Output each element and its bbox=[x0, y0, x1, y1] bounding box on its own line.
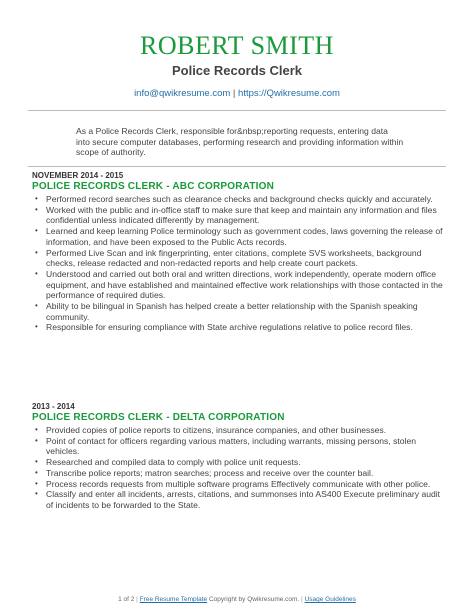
contact-line bbox=[0, 88, 474, 100]
bullet-icon: • bbox=[35, 226, 38, 236]
job-bullet: • Responsible for ensuring compliance with State archive regulations relative to police record files. bbox=[35, 322, 413, 333]
job-bullet: • Performed Live Scan and ink fingerprinting, enter citations, complete SVS worksheets, background checks, release redacted and non-redacted reports and help create court packets. bbox=[35, 247, 422, 269]
job-bullet: • Performed record searches such as clearance checks and background checks quickly and accurately. bbox=[35, 194, 433, 204]
job-bullet: • Understood and carried out both oral and written directions, work independently, operate modern office equipment, and have established and maintained effective work relationships with those contacted in the performance of required duties. bbox=[35, 268, 443, 301]
job-bullet: • Transcribe police reports; matron searches; process and receive over the counter bail. bbox=[35, 467, 374, 478]
job-bullet: • Point of contact for officers regarding various matters, including warrants, missing persons, stolen vehicles. bbox=[35, 435, 417, 457]
job-bullet-list bbox=[32, 194, 446, 333]
footer-separator: | bbox=[299, 596, 305, 603]
job-bullet: • Worked with the public and in-office staff to make sure that keep and maintain any information and files confidential unless indicated differently by management. bbox=[35, 204, 437, 226]
candidate-job-title: Police Records Clerk bbox=[171, 63, 303, 78]
free-resume-template-link[interactable]: Free Resume Template bbox=[139, 596, 208, 603]
job-dates: NOVEMBER 2014 - 2015 bbox=[32, 171, 124, 180]
bullet-icon: • bbox=[35, 425, 38, 434]
usage-guidelines-link[interactable]: Usage Guidelines bbox=[304, 596, 356, 603]
bullet-icon: • bbox=[35, 457, 38, 467]
bullet-icon: • bbox=[35, 247, 38, 257]
bullet-icon: • bbox=[35, 435, 38, 445]
contact-separator: | bbox=[230, 88, 239, 99]
summary-text: As a Police Records Clerk, responsible for&nbsp;reporting requests, entering data into secure computer databases, performing research and providing information within scope of authority. bbox=[76, 126, 404, 157]
job-bullet: • Learned and keep learning Police terminology such as government codes, laws governing the release of information, and have been exposed to the Public Acts records. bbox=[35, 226, 443, 247]
job-title: POLICE RECORDS CLERK - ABC CORPORATION bbox=[32, 181, 275, 192]
job-bullet: • Researched and compiled data to comply with police unit requests. bbox=[35, 457, 301, 468]
summary-divider bbox=[28, 166, 446, 167]
job-entry-1 bbox=[32, 171, 446, 333]
page-number: 1 of 2 bbox=[118, 596, 135, 603]
job-title: POLICE RECORDS CLERK - DELTA CORPORATION bbox=[32, 412, 285, 423]
job-bullet: • Classify and enter all incidents, arrests, citations, and summonses into AS400 Execute preliminary audit of incidents to be forwarded to the State. bbox=[35, 489, 441, 510]
header-divider bbox=[28, 110, 446, 111]
website-link[interactable]: https://Qwikresume.com bbox=[238, 88, 340, 99]
email-link[interactable]: info@qwikresume.com bbox=[134, 88, 231, 99]
bullet-icon: • bbox=[35, 478, 38, 488]
bullet-icon: • bbox=[35, 301, 38, 311]
footer-separator: | bbox=[134, 596, 140, 603]
job-bullet: • Provided copies of police reports to citizens, insurance companies, and other businesses. bbox=[35, 425, 387, 435]
bullet-icon: • bbox=[35, 194, 38, 203]
job-dates: 2013 - 2014 bbox=[32, 402, 75, 411]
job-bullet: • Ability to be bilingual in Spanish has helped create a better relationship with the Spanish speaking community. bbox=[35, 301, 418, 322]
job-entry-2 bbox=[32, 402, 446, 511]
job-bullet: • Process records requests from multiple software programs Effectively communicate with other police. bbox=[35, 478, 431, 489]
bullet-icon: • bbox=[35, 467, 38, 477]
bullet-icon: • bbox=[35, 322, 38, 332]
bullet-icon: • bbox=[35, 268, 38, 278]
copyright-text: Copyright by Qwikresume.com. bbox=[208, 596, 300, 603]
page-footer bbox=[0, 595, 474, 604]
bullet-icon: • bbox=[35, 204, 38, 214]
bullet-icon: • bbox=[35, 489, 38, 499]
job-bullet-list bbox=[32, 425, 446, 511]
candidate-name: ROBERT SMITH bbox=[140, 31, 334, 60]
